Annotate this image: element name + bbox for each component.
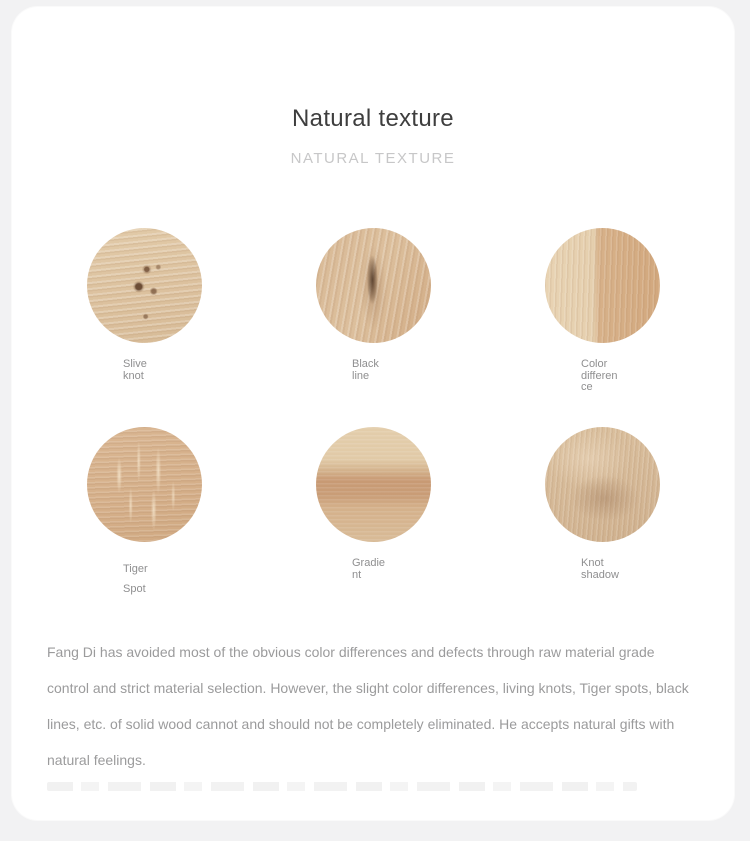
swatch-black-line	[259, 228, 488, 427]
description-paragraph: Fang Di has avoided most of the obvious color differences and defects through raw material grade control and strict material selection. However, the slight color differences, living knots, Tiger spots, black lines, etc. of solid wood cannot and should not be completely eliminated. He accepts natural gifts with natural feelings.	[47, 644, 689, 768]
wood-texture-image-slive-knot	[87, 228, 202, 343]
swatch-gradient	[259, 427, 488, 626]
swatch-tiger-spot	[30, 427, 259, 626]
wood-texture-image-gradient	[316, 427, 431, 542]
texture-label: Gradient	[352, 557, 386, 581]
section-subtitle: NATURAL TEXTURE	[290, 150, 456, 167]
texture-label: Tiger Spot	[123, 563, 148, 595]
wood-texture-image-color-difference	[545, 228, 660, 343]
faded-text-remnant	[47, 782, 637, 791]
section-title: Natural texture	[292, 105, 454, 132]
wood-texture-image-knot-shadow	[545, 427, 660, 542]
swatch-slive-knot	[30, 228, 259, 427]
swatch-knot-shadow	[488, 427, 717, 626]
texture-label: Black line	[352, 358, 379, 382]
wood-texture-image-black-line	[316, 228, 431, 343]
texture-label: Knot shadow	[581, 557, 619, 581]
texture-swatch-grid	[12, 228, 734, 626]
swatch-color-difference	[488, 228, 717, 427]
content-card	[12, 7, 734, 820]
texture-label: Color difference	[581, 358, 618, 394]
wood-texture-image-tiger-spot	[87, 427, 202, 542]
texture-label: Slive knot	[123, 358, 147, 382]
